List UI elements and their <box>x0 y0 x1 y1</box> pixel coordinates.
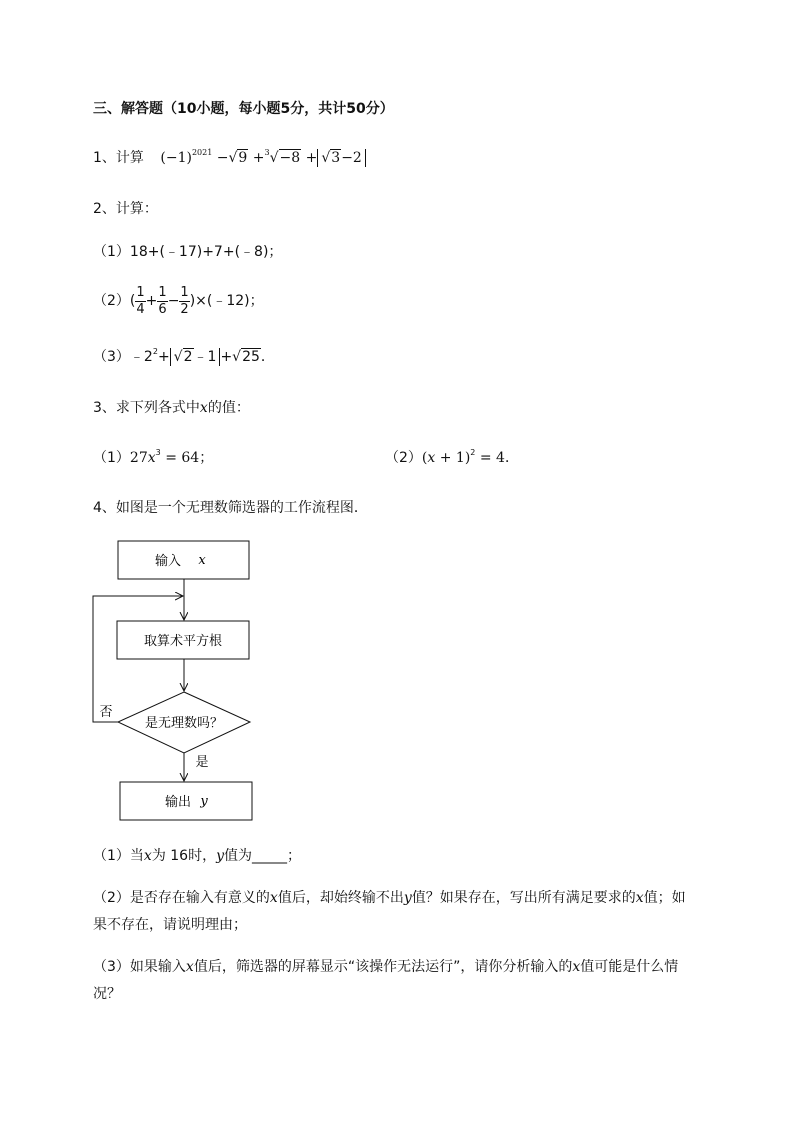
operator: + <box>305 150 318 166</box>
question-2-part-2: （2）( $\frac{1}{4}$ + $\frac{1}{6}$ − $\frac{1}{2}$ )×(﹣12)； <box>93 284 264 317</box>
part-label: （2） <box>93 293 130 309</box>
operator: − <box>216 150 229 166</box>
fraction: $\frac{1}{6}$ <box>158 284 167 317</box>
question-3-part-1: $(1)27x^3 = 64$； <box>93 448 214 466</box>
flow-decision-label: 是无理数吗？ <box>144 716 224 731</box>
question-2-part-1 <box>93 242 282 262</box>
fraction: $\frac{1}{4}$ <box>136 284 145 317</box>
question-3-title: 3、求下列各式中x的值： <box>93 400 250 416</box>
operator: + <box>252 150 265 166</box>
radicand: −8 <box>279 150 301 166</box>
question-4-part-3-line-2: 况？ <box>93 986 121 1002</box>
question-2-part-3: $(3)﹣2^2+$ √2﹣1 +√25． <box>93 347 275 365</box>
power-base: (−1) <box>160 150 192 166</box>
question-4-part-1: （1）当x为 16时，y值为_____； <box>93 848 302 864</box>
absolute-value: √3−2 <box>317 149 365 167</box>
section-title: 三、解答题（10小题，每小题5分，共计50分） <box>93 101 394 117</box>
question-4-part-2-line-2: 果不存在，请说明理由； <box>93 917 247 933</box>
part-label: （3） <box>93 349 130 365</box>
question-prompt: 计算 <box>115 150 144 166</box>
flowchart <box>80 530 280 830</box>
flow-input-var: x <box>198 553 206 568</box>
question-number: 1、 <box>93 150 116 166</box>
part-label: （1） <box>93 244 130 260</box>
math-expression: $(-1)^{2021} -√9 +^3√-8 + √3-2$ <box>160 150 365 166</box>
question-1 <box>93 148 366 168</box>
radicand: 9 <box>238 150 248 166</box>
flow-input-box <box>118 541 249 579</box>
flow-input-label: 输入 <box>154 554 182 569</box>
absolute-value: √2﹣1 <box>170 348 221 366</box>
flow-process-label: 取算术平方根 <box>143 634 223 649</box>
flow-no-label: 否 <box>99 705 113 720</box>
question-4-title: 4、如图是一个无理数筛选器的工作流程图． <box>93 500 368 516</box>
flow-output-var: y <box>200 794 208 809</box>
fraction: $\frac{1}{2}$ <box>180 284 189 317</box>
radicand: 3 <box>331 150 341 166</box>
variable: x <box>199 400 208 416</box>
power-exponent: 2021 <box>191 148 213 157</box>
question-3-part-2: $(2)(x + 1)^2 = 4$． <box>385 448 519 466</box>
part-label: （2） <box>385 450 422 466</box>
flow-output-label: 输出 <box>164 795 192 810</box>
question-4-part-2-line-1: （2）是否存在输入有意义的x值后，却始终输不出y值？如果存在，写出所有满足要求的x值；如 <box>93 890 686 906</box>
question-2-title: 2、计算： <box>93 201 158 217</box>
flow-yes-label: 是 <box>195 755 209 770</box>
math-expression: 18+(﹣17)+7+(﹣8)； <box>129 244 283 260</box>
question-4-part-3-line-1: （3）如果输入x值后，筛选器的屏幕显示“该操作无法运行”，请你分析输入的x值可能是什么情 <box>93 959 679 975</box>
part-label: （1） <box>93 450 130 466</box>
root-index: 3 <box>264 148 270 157</box>
